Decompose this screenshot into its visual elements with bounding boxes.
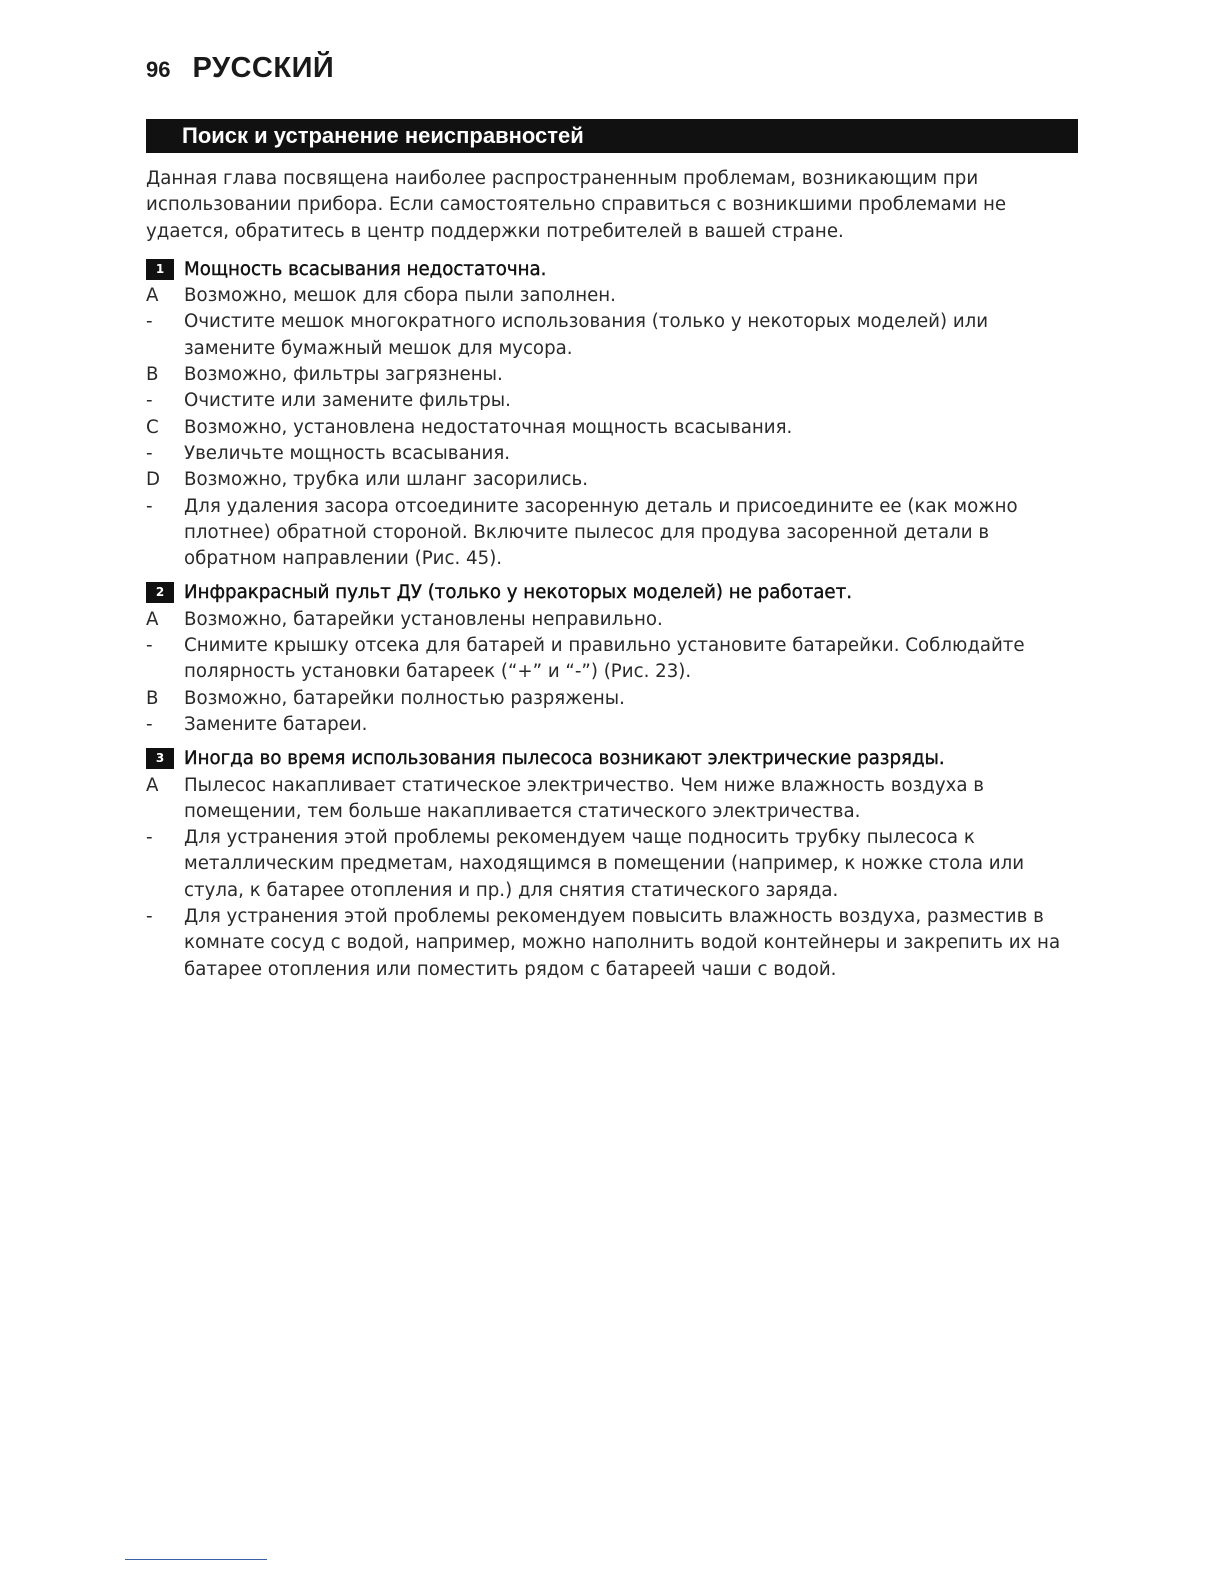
problem-number-badge: 2: [146, 582, 174, 603]
cause-row: [146, 283, 1081, 309]
cause-text: Возможно, батарейки установлены неправильно.: [184, 608, 663, 630]
cause-row: [146, 607, 1081, 633]
cause-marker: C: [146, 416, 159, 438]
cause-text: Возможно, трубка или шланг засорились.: [184, 469, 589, 491]
troubleshooting-content: [146, 166, 1081, 991]
problem-3: [146, 746, 1081, 983]
solution-text: Замените батареи.: [184, 713, 368, 735]
solution-row: [146, 441, 1081, 467]
solution-marker: -: [146, 827, 153, 849]
problem-number-badge: 1: [146, 259, 174, 280]
language-heading: РУССКИЙ: [192, 52, 335, 84]
cause-row: [146, 686, 1081, 712]
problem-title: Инфракрасный пульт ДУ (только у некоторых моделей) не работает.: [184, 582, 852, 604]
solution-marker: -: [146, 635, 153, 657]
solution-row: [146, 712, 1081, 738]
problem-title: Мощность всасывания недостаточна.: [184, 258, 547, 280]
section-title: Поиск и устранение неисправностей: [182, 123, 584, 148]
solution-marker: -: [146, 495, 153, 517]
section-title-bar: [146, 119, 1078, 153]
page-header: [146, 52, 334, 85]
problem-title: Иногда во время использования пылесоса возникают электрические разряды.: [184, 748, 945, 770]
solution-text: Для устранения этой проблемы рекомендуем повысить влажность воздуха, разместив в комнате сосуд с водой, например, можно наполнить водой контейнеры и закрепить их на батарее отопления или поместить рядом с батареей чаши с водой.: [184, 906, 1061, 980]
solution-row: [146, 633, 1081, 686]
cause-marker: A: [146, 608, 159, 630]
solution-text: Для устранения этой проблемы рекомендуем чаще подносить трубку пылесоса к металлическим предметам, находящимся в помещении (например, к ножке стола или стула, к батарее отопления и пр.) для снятия статического заряда.: [184, 827, 1025, 901]
cause-marker: B: [146, 364, 159, 386]
cause-text: Возможно, фильтры загрязнены.: [184, 364, 503, 386]
solution-row: [146, 825, 1081, 904]
solution-marker: -: [146, 442, 153, 464]
footer-rule: [125, 1559, 267, 1560]
problem-2: [146, 580, 1081, 738]
solution-text: Увеличьте мощность всасывания.: [184, 442, 511, 464]
cause-text: Возможно, установлена недостаточная мощность всасывания.: [184, 416, 793, 438]
solution-text: Для удаления засора отсоедините засоренную деталь и присоедините ее (как можно плотнее) обратной стороной. Включите пылесос для продува засоренной детали в обратном направлении (Рис. 45).: [184, 495, 1018, 570]
cause-row: [146, 415, 1081, 441]
solution-row: [146, 309, 1081, 362]
solution-text: Снимите крышку отсека для батарей и правильно установите батарейки. Соблюдайте полярность установки батареек (“+” и “-”) (Рис. 23).: [184, 635, 1025, 683]
problem-heading: [146, 257, 1081, 283]
solution-marker: -: [146, 713, 153, 735]
cause-text: Возможно, батарейки полностью разряжены.: [184, 687, 625, 709]
solution-row: [146, 904, 1081, 983]
solution-row: [146, 388, 1081, 414]
page-number: 96: [146, 57, 171, 82]
problem-number-badge: 3: [146, 748, 174, 769]
intro-paragraph: Данная глава посвящена наиболее распространенным проблемам, возникающим при использовании прибора. Если самостоятельно справиться с возникшими проблемами не удается, обратитесь в центр поддержки потребителей в вашей стране.: [146, 168, 1007, 242]
problem-heading: [146, 580, 1081, 606]
cause-marker: A: [146, 285, 159, 307]
solution-row: [146, 494, 1081, 573]
cause-row: [146, 467, 1081, 493]
cause-marker: A: [146, 774, 159, 796]
solution-marker: -: [146, 906, 153, 928]
solution-marker: -: [146, 311, 153, 333]
solution-text: Очистите мешок многократного использования (только у некоторых моделей) или замените бумажный мешок для мусора.: [184, 311, 989, 359]
problem-1: [146, 257, 1081, 573]
cause-row: [146, 362, 1081, 388]
cause-marker: B: [146, 687, 159, 709]
solution-marker: -: [146, 390, 153, 412]
solution-text: Очистите или замените фильтры.: [184, 390, 511, 412]
problem-heading: [146, 746, 1081, 772]
cause-text: Пылесос накапливает статическое электричество. Чем ниже влажность воздуха в помещении, тем больше накапливается статического электричества.: [184, 774, 985, 822]
cause-marker: D: [146, 469, 161, 491]
cause-text: Возможно, мешок для сбора пыли заполнен.: [184, 285, 616, 307]
cause-row: [146, 773, 1081, 826]
